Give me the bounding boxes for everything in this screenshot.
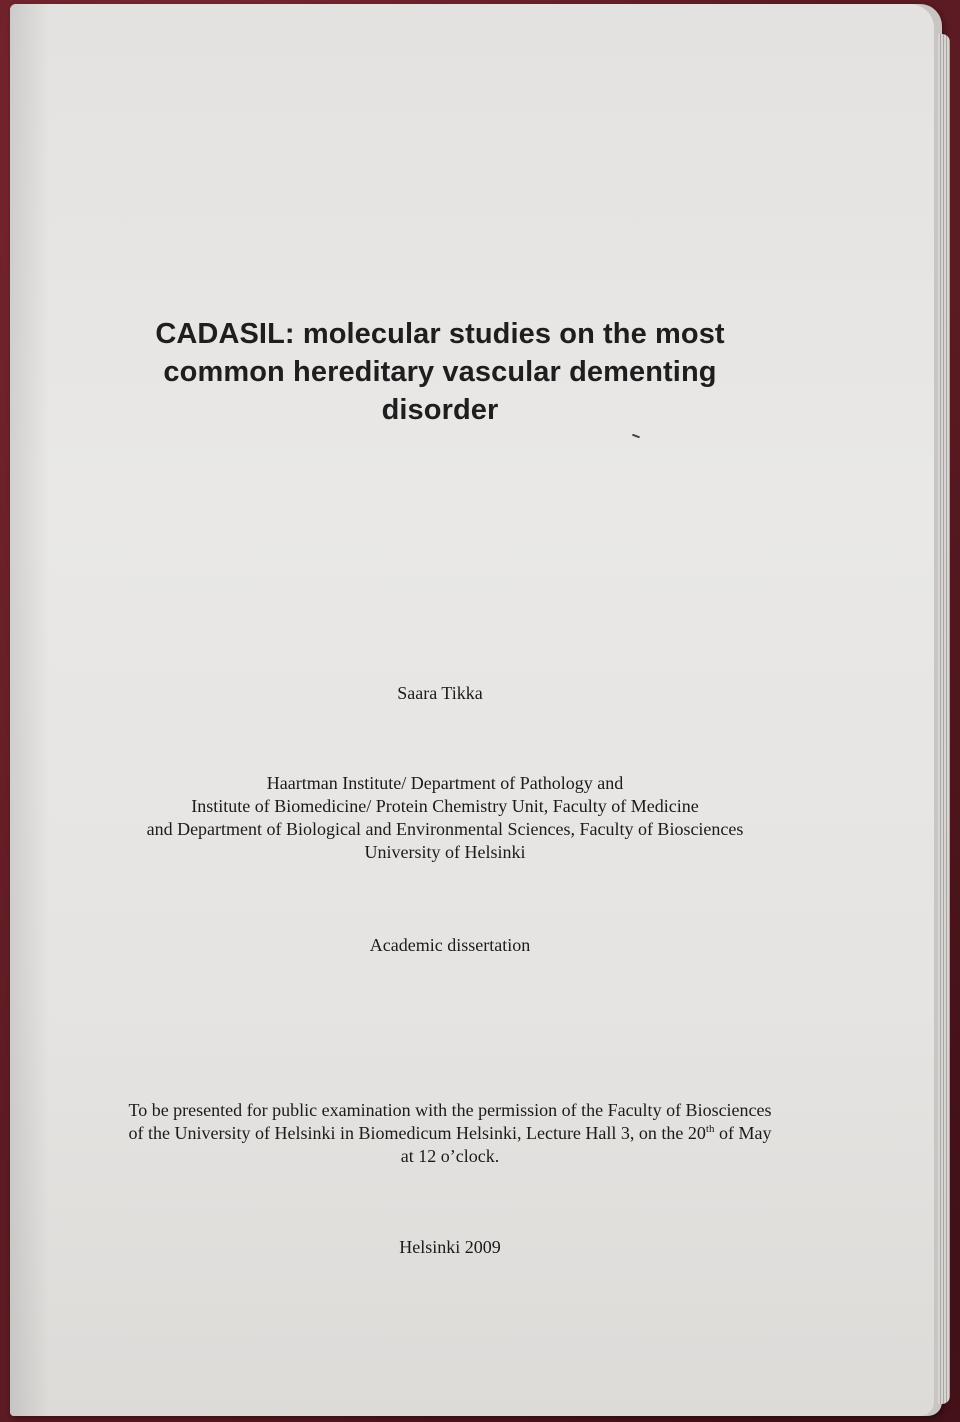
title-line: common hereditary vascular dementing	[163, 356, 717, 388]
title-line: CADASIL: molecular studies on the most	[155, 318, 725, 350]
presentation-notice	[50, 1099, 850, 1168]
dissertation-type: Academic dissertation	[369, 935, 531, 955]
affiliation-line: and Department of Biological and Environmental Sciences, Faculty of Biosciences	[146, 819, 744, 839]
presentation-line: at 12 o’clock.	[400, 1146, 500, 1166]
printed-thesis	[10, 4, 942, 1416]
affiliation-line: Haartman Institute/ Department of Pathology and	[266, 773, 624, 793]
page-edges	[938, 34, 950, 1404]
ordinal-suffix: th	[705, 1123, 715, 1135]
title-line: disorder	[381, 394, 499, 426]
dissertation-title	[80, 315, 800, 429]
affiliation-line: University of Helsinki	[364, 842, 526, 862]
affiliation-line: Institute of Biomedicine/ Protein Chemistry Unit, Faculty of Medicine	[191, 796, 699, 816]
presentation-line: To be presented for public examination with the permission of the Faculty of Biosciences	[128, 1100, 772, 1120]
paper-speck	[632, 434, 640, 439]
presentation-text: of May	[714, 1123, 772, 1143]
presentation-line	[50, 1122, 850, 1145]
place-and-year: Helsinki 2009	[399, 1237, 501, 1257]
affiliation	[70, 772, 820, 864]
title-page	[10, 4, 934, 1416]
author-name: Saara Tikka	[397, 683, 483, 703]
presentation-text: of the University of Helsinki in Biomedicum Helsinki, Lecture Hall 3, on the 20	[128, 1123, 706, 1143]
